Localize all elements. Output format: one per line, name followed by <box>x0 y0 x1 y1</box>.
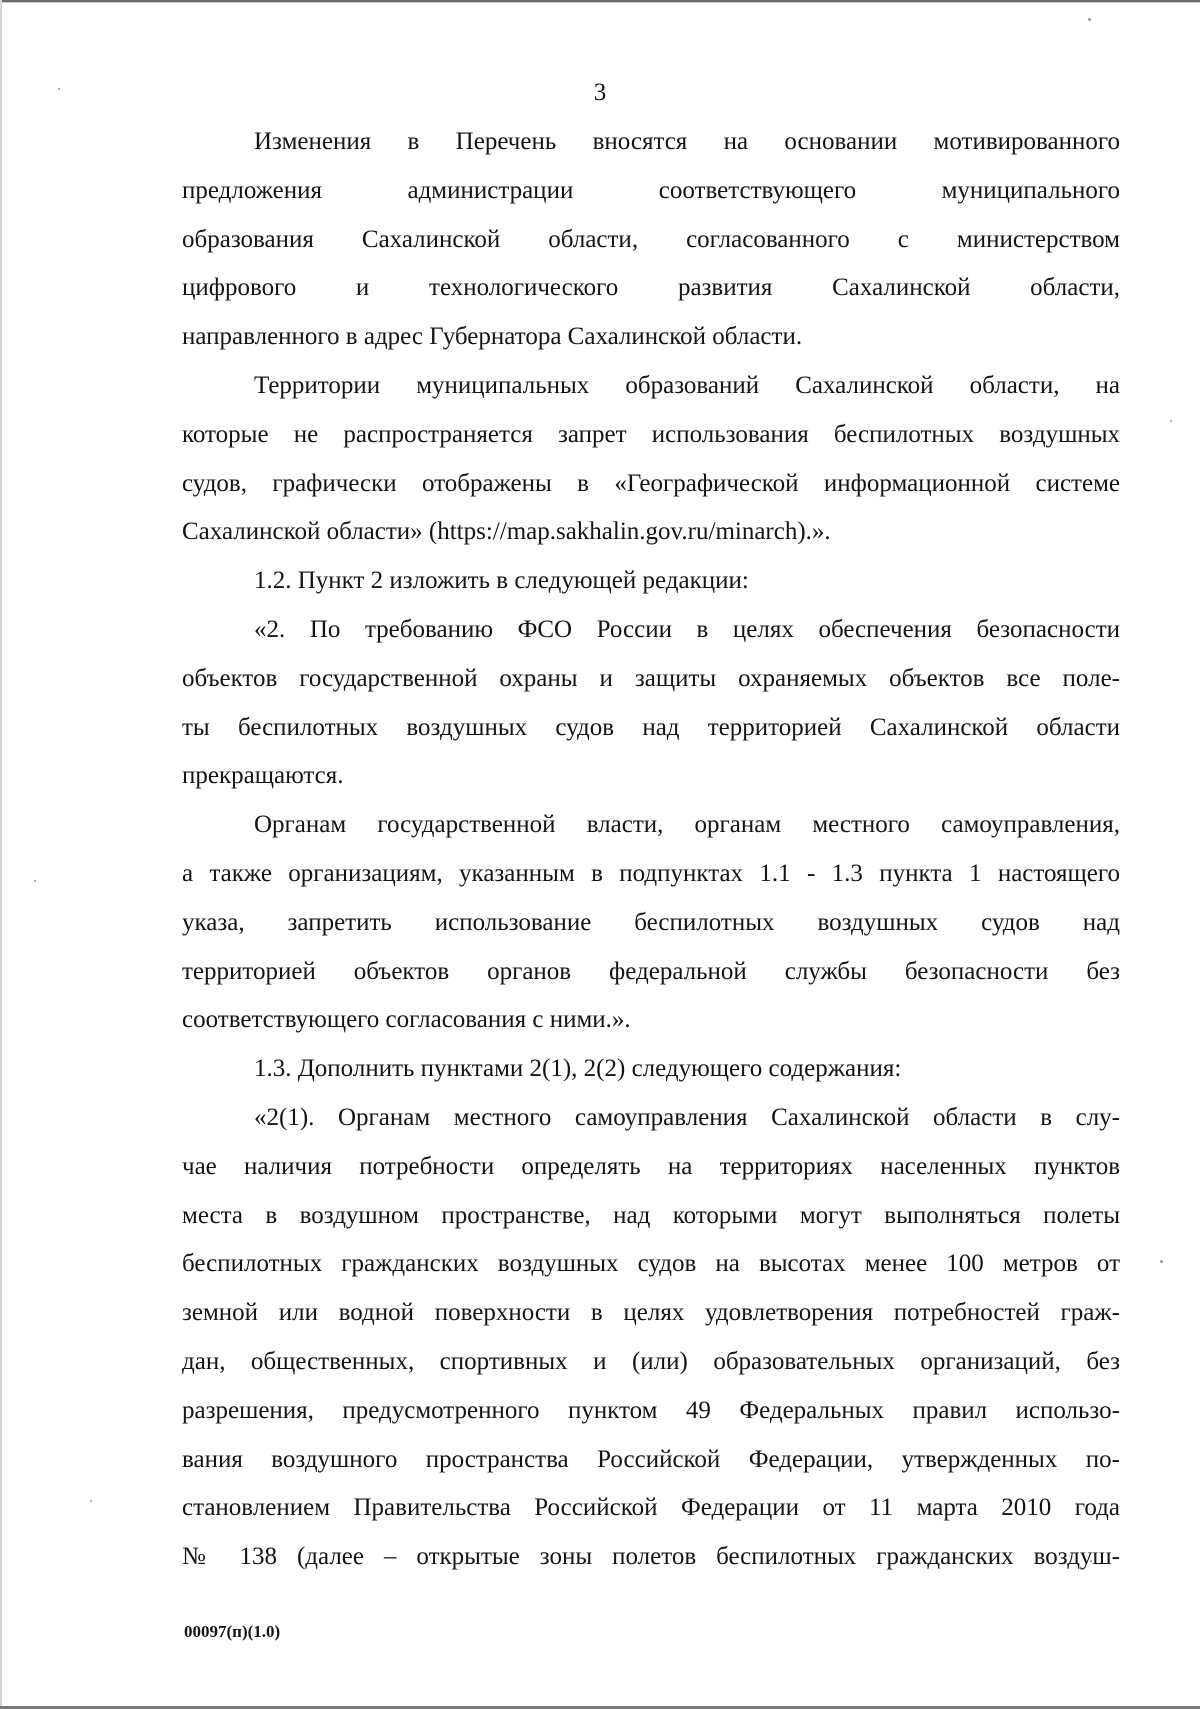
text-line: объектов государственной охраны и защиты охраняемых объектов все поле- <box>182 664 1120 692</box>
scan-speck <box>1170 420 1172 422</box>
paragraph <box>182 1045 1120 1094</box>
page-number: 3 <box>593 79 607 106</box>
paragraph <box>182 801 1120 1045</box>
text-line: направленного в адрес Губернатора Сахалинской области. <box>182 323 803 351</box>
scan-edge-left <box>0 0 2 1709</box>
paragraph <box>182 362 1120 557</box>
text-line: места в воздушном пространстве, над которыми могут выполняться полеты <box>182 1201 1120 1229</box>
text-line: Изменения в Перечень вносятся на основании мотивированного <box>254 128 1120 155</box>
text-line: чае наличия потребности определять на территориях населенных пунктов <box>182 1152 1120 1180</box>
text-line: Территории муниципальных образований Сахалинской области, на <box>254 371 1120 399</box>
paragraph <box>182 606 1120 801</box>
text-line: разрешения, предусмотренного пунктом 49 Федеральных правил использо- <box>182 1396 1120 1424</box>
text-line: Сахалинской области» (https://map.sakhalin.gov.ru/minarch).». <box>182 518 831 546</box>
text-line: образования Сахалинской области, согласованного с министерством <box>182 225 1120 253</box>
document-code: 00097(п)(1.0) <box>184 1622 281 1641</box>
text-line: предложения администрации соответствующего муниципального <box>182 176 1120 204</box>
text-line: цифрового и технологического развития Сахалинской области, <box>182 274 1120 302</box>
text-line: соответствующего согласования с ними.». <box>182 1006 631 1034</box>
text-line: земной или водной поверхности в целях удовлетворения потребностей граж- <box>182 1299 1120 1327</box>
document-body <box>182 118 1120 1582</box>
text-line: «2. По требованию ФСО России в целях обеспечения безопасности <box>254 615 1120 643</box>
text-line: «2(1). Органам местного самоуправления Сахалинской области в слу- <box>254 1103 1120 1131</box>
text-line: прекращаются. <box>182 762 344 790</box>
text-line: которые не распространяется запрет использования беспилотных воздушных <box>182 420 1120 448</box>
paragraph <box>182 557 1120 606</box>
text-line: указа, запретить использование беспилотных воздушных судов над <box>182 908 1120 936</box>
scan-speck <box>1088 18 1091 21</box>
text-line: судов, графически отображены в «Географической информационной системе <box>182 469 1120 497</box>
paragraph <box>182 118 1120 362</box>
text-line: Органам государственной власти, органам местного самоуправления, <box>254 811 1120 839</box>
text-line: ты беспилотных воздушных судов над территорией Сахалинской области <box>182 713 1120 741</box>
text-line: а также организациям, указанным в подпунктах 1.1 - 1.3 пункта 1 настоящего <box>182 859 1120 887</box>
text-line: 1.3. Дополнить пунктами 2(1), 2(2) следующего содержания: <box>254 1055 902 1083</box>
paragraph <box>182 1094 1120 1582</box>
text-line: № 138 (далее – открытые зоны полетов беспилотных гражданских воздуш- <box>182 1543 1120 1571</box>
scan-speck <box>34 880 36 882</box>
scan-speck <box>90 1500 92 1502</box>
text-line: дан, общественных, спортивных и (или) образовательных организаций, без <box>182 1347 1120 1375</box>
text-line: территорией объектов органов федеральной службы безопасности без <box>182 957 1120 985</box>
text-line: вания воздушного пространства Российской Федерации, утвержденных по- <box>182 1445 1120 1473</box>
text-line: становлением Правительства Российской Федерации от 11 марта 2010 года <box>182 1494 1120 1522</box>
text-line: 1.2. Пункт 2 изложить в следующей редакции: <box>254 567 749 595</box>
scan-edge-top-fade <box>0 2 1200 3</box>
scan-speck <box>1160 1260 1163 1263</box>
text-line: беспилотных гражданских воздушных судов на высотах менее 100 метров от <box>182 1250 1120 1278</box>
